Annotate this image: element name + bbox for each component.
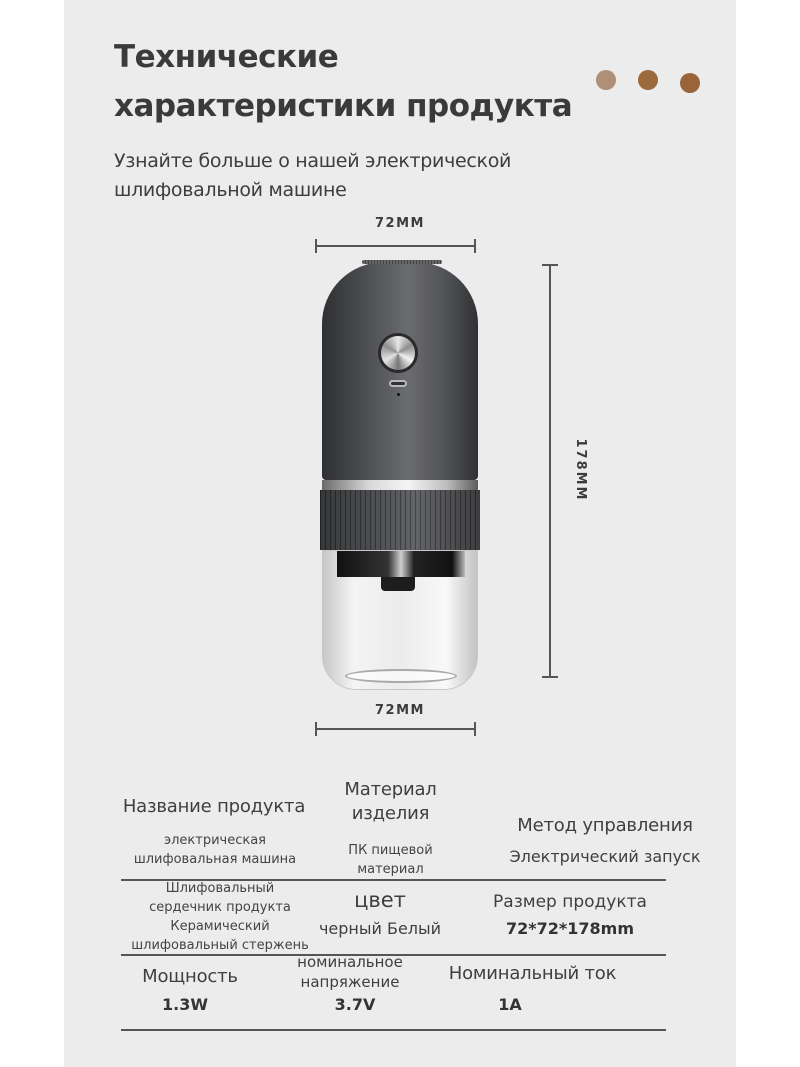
spec-product-name-value-line2: шлифовальная машина bbox=[133, 852, 297, 867]
bottom-width-cap-left bbox=[315, 722, 317, 736]
spec-voltage-value: 3.7V bbox=[334, 995, 376, 1014]
height-cap-bottom bbox=[542, 676, 558, 678]
dot-icon bbox=[680, 73, 700, 93]
grinder-body bbox=[322, 262, 478, 480]
spec-voltage-label-line1: номинальное bbox=[297, 953, 403, 971]
indicator-led-icon bbox=[397, 393, 400, 396]
height-line bbox=[549, 265, 551, 678]
grinder-top-rim bbox=[362, 260, 442, 264]
spec-control-label: Метод управления bbox=[517, 815, 693, 836]
spec-divider-3 bbox=[121, 1029, 666, 1031]
spec-material-value-line1: ПК пищевой bbox=[348, 843, 433, 858]
spec-current-label: Номинальный ток bbox=[448, 963, 617, 984]
spec-color-value: черный Белый bbox=[318, 919, 442, 938]
spec-power-value: 1.3W bbox=[162, 995, 208, 1014]
spec-product-name-label: Название продукта bbox=[122, 796, 306, 817]
dot-icon bbox=[638, 70, 658, 90]
title-line-1: Технические bbox=[114, 39, 339, 75]
spec-material-value bbox=[318, 841, 463, 879]
spec-core-line1: Шлифовальный bbox=[165, 881, 275, 896]
top-width-line bbox=[315, 245, 476, 247]
usb-port-icon bbox=[389, 380, 407, 387]
top-width-label: 72MM bbox=[375, 216, 425, 231]
spec-core-line2: сердечник продукта bbox=[149, 900, 291, 915]
top-width-cap-left bbox=[315, 239, 317, 253]
subtitle-line-1: Узнайте больше о нашей электрической bbox=[114, 150, 512, 172]
spec-control-value: Электрический запуск bbox=[509, 847, 701, 866]
grinder-burr bbox=[381, 577, 415, 591]
spec-material-label-line1: Материал bbox=[344, 779, 437, 800]
spec-material-label-line2: изделия bbox=[351, 803, 430, 824]
power-button-icon bbox=[378, 333, 418, 373]
spec-material-value-line2: материал bbox=[357, 862, 424, 877]
spec-size-label: Размер продукта bbox=[493, 892, 647, 912]
bottom-width-label: 72MM bbox=[375, 703, 425, 718]
grinder-glass-jar bbox=[322, 550, 478, 690]
grinder-burr-housing bbox=[337, 551, 465, 577]
grinder-grip-ring bbox=[320, 490, 480, 550]
spec-product-name-value bbox=[110, 831, 320, 869]
spec-voltage-label bbox=[280, 952, 420, 992]
product-image-grinder bbox=[320, 262, 480, 694]
title-line-2: характеристики продукта bbox=[114, 88, 573, 124]
height-label: 178MM bbox=[573, 438, 588, 502]
page-title bbox=[114, 33, 614, 131]
spec-voltage-label-line2: напряжение bbox=[300, 973, 400, 991]
page-subtitle bbox=[114, 147, 574, 205]
spec-core-text bbox=[120, 879, 320, 955]
spec-core-line3: Керамический bbox=[170, 919, 270, 934]
dot-icon bbox=[596, 70, 616, 90]
bottom-width-line bbox=[315, 728, 476, 730]
spec-power-label: Мощность bbox=[142, 966, 238, 987]
grinder-metal-band bbox=[322, 480, 478, 490]
top-width-cap-right bbox=[474, 239, 476, 253]
height-cap-top bbox=[542, 264, 558, 266]
spec-current-value: 1A bbox=[498, 995, 522, 1014]
subtitle-line-2: шлифовальной машине bbox=[114, 179, 347, 201]
spec-core-line4: шлифовальный стержень bbox=[131, 938, 309, 953]
spec-material-label bbox=[318, 778, 463, 826]
spec-product-name-value-line1: электрическая bbox=[163, 833, 267, 848]
grinder-jar-base bbox=[345, 669, 457, 683]
spec-size-value: 72*72*178mm bbox=[505, 919, 634, 938]
spec-color-label: цвет bbox=[354, 888, 406, 912]
bottom-width-cap-right bbox=[474, 722, 476, 736]
